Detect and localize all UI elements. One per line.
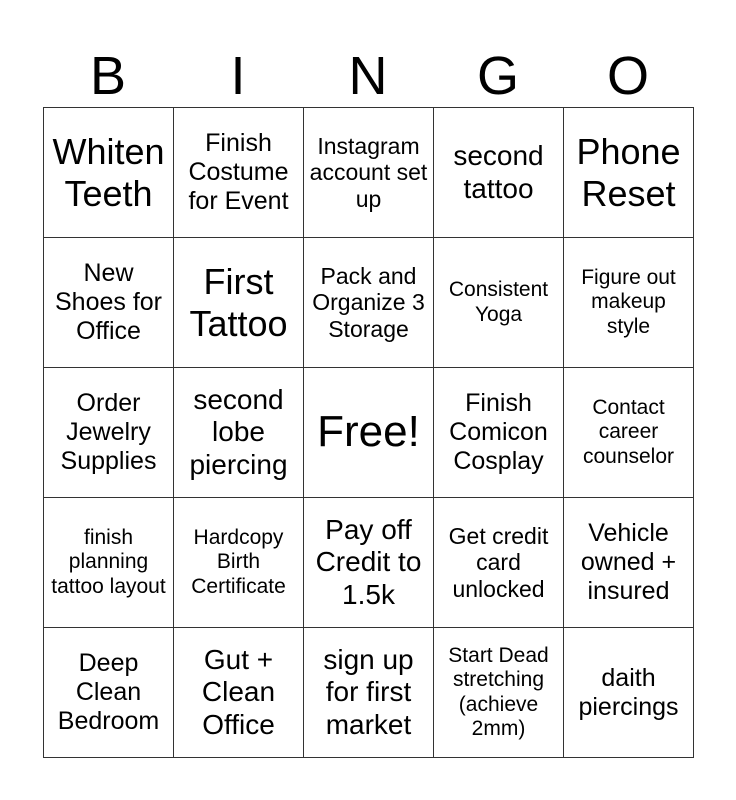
bingo-cell[interactable]: Whiten Teeth	[44, 108, 174, 238]
bingo-cell[interactable]: Hardcopy Birth Certificate	[174, 498, 304, 628]
bingo-cell[interactable]: Instagram account set up	[304, 108, 434, 238]
header-letter-n: N	[348, 46, 388, 106]
bingo-cell[interactable]: Pay off Credit to 1.5k	[304, 498, 434, 628]
bingo-cell[interactable]: sign up for first market	[304, 628, 434, 758]
bingo-cell[interactable]: daith piercings	[564, 628, 694, 758]
bingo-cell[interactable]: Get credit card unlocked	[434, 498, 564, 628]
bingo-board	[43, 107, 694, 758]
bingo-cell[interactable]: Gut + Clean Office	[174, 628, 304, 758]
board-row-2	[44, 238, 694, 368]
bingo-cell[interactable]: Contact career counselor	[564, 368, 694, 498]
bingo-cell[interactable]: second lobe piercing	[174, 368, 304, 498]
bingo-cell[interactable]: Pack and Organize 3 Storage	[304, 238, 434, 368]
bingo-cell[interactable]: Finish Costume for Event	[174, 108, 304, 238]
bingo-cell[interactable]: Figure out makeup style	[564, 238, 694, 368]
header-letter-i: I	[230, 46, 246, 106]
bingo-cell[interactable]: First Tattoo	[174, 238, 304, 368]
bingo-cell[interactable]: New Shoes for Office	[44, 238, 174, 368]
bingo-cell[interactable]: Order Jewelry Supplies	[44, 368, 174, 498]
bingo-cell[interactable]: Finish Comicon Cosplay	[434, 368, 564, 498]
bingo-cell[interactable]: second tattoo	[434, 108, 564, 238]
bingo-cell[interactable]: Phone Reset	[564, 108, 694, 238]
header-letter-b: B	[89, 46, 127, 106]
bingo-cell[interactable]: Vehicle owned + insured	[564, 498, 694, 628]
bingo-cell[interactable]: Deep Clean Bedroom	[44, 628, 174, 758]
bingo-header	[43, 46, 693, 106]
board-row-3	[44, 368, 694, 498]
board-row-4	[44, 498, 694, 628]
bingo-cell[interactable]: Start Dead stretching (achieve 2mm)	[434, 628, 564, 758]
header-letter-g: G	[476, 46, 519, 106]
free-space-cell[interactable]: Free!	[304, 368, 434, 498]
board-row-1	[44, 108, 694, 238]
board-row-5	[44, 628, 694, 758]
bingo-cell[interactable]: Consistent Yoga	[434, 238, 564, 368]
header-letter-o: O	[606, 46, 649, 106]
bingo-cell[interactable]: finish planning tattoo layout	[44, 498, 174, 628]
